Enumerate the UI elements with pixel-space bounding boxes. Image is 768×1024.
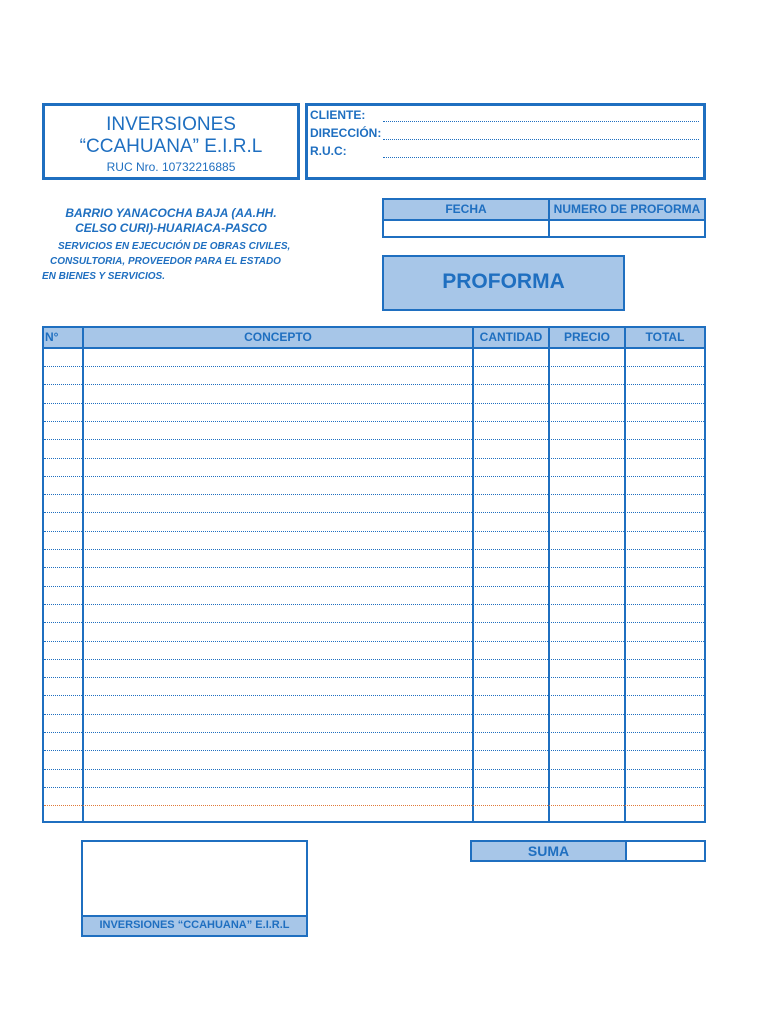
- client-box: [305, 103, 706, 180]
- table-row-line: [44, 750, 704, 751]
- signature-box: [81, 840, 308, 937]
- services-line3: EN BIENES Y SERVICIOS.: [42, 271, 166, 282]
- signature-label: INVERSIONES “CCAHUANA” E.I.R.L: [83, 915, 306, 935]
- date-number-header: [384, 200, 704, 221]
- table-row-line: [44, 695, 704, 696]
- company-ruc: RUC Nro. 10732216885: [106, 160, 236, 174]
- table-row-line: [44, 586, 704, 587]
- table-row-line: [44, 622, 704, 623]
- table-row-line: [44, 458, 704, 459]
- table-row-line: [44, 641, 704, 642]
- suma-label: SUMA: [472, 842, 627, 860]
- company-name-line2: “CCAHUANA” E.I.R.L: [79, 136, 263, 157]
- address-line1: BARRIO YANACOCHA BAJA (AA.HH.: [65, 206, 277, 220]
- table-row-line: [44, 659, 704, 660]
- table-row-line: [44, 787, 704, 788]
- table-row-line: [44, 677, 704, 678]
- table-row-line: [44, 567, 704, 568]
- col-total: TOTAL: [645, 330, 685, 344]
- client-field[interactable]: [383, 121, 699, 122]
- address-field[interactable]: [383, 139, 699, 140]
- ruc-label: R.U.C:: [310, 144, 347, 158]
- company-services: [42, 239, 310, 284]
- fecha-header: FECHA: [445, 202, 487, 216]
- services-line2: CONSULTORIA, PROVEEDOR PARA EL ESTADO: [50, 256, 281, 267]
- table-row-line: [44, 403, 704, 404]
- items-header: [44, 328, 704, 349]
- table-row-line: [44, 494, 704, 495]
- ruc-field[interactable]: [383, 157, 699, 158]
- table-row-line: [44, 549, 704, 550]
- table-row-line: [44, 531, 704, 532]
- date-number-divider: [548, 200, 550, 236]
- col-number: N°: [45, 330, 59, 344]
- col-quantity: CANTIDAD: [479, 330, 543, 344]
- table-row-line: [44, 476, 704, 477]
- numero-proforma-header: NUMERO DE PROFORMA: [553, 202, 701, 216]
- table-row-line: [44, 366, 704, 367]
- table-row-line: [44, 805, 704, 806]
- table-row-line: [44, 604, 704, 605]
- company-name-line1: INVERSIONES: [106, 114, 236, 135]
- table-row-line: [44, 439, 704, 440]
- col-price: PRECIO: [563, 330, 610, 344]
- address-line2: CELSO CURI)-HUARIACA-PASCO: [75, 221, 267, 235]
- table-row-line: [44, 714, 704, 715]
- company-box: [42, 103, 300, 180]
- services-line1: SERVICIOS EN EJECUCIÓN DE OBRAS CIVILES,: [58, 241, 291, 252]
- table-row-line: [44, 512, 704, 513]
- date-number-body: [384, 221, 704, 236]
- company-address: [42, 206, 300, 236]
- client-label: CLIENTE:: [310, 108, 366, 122]
- table-row-line: [44, 421, 704, 422]
- date-number-table: [382, 198, 706, 238]
- table-row-line: [44, 384, 704, 385]
- document-title: PROFORMA: [382, 255, 625, 311]
- table-row-line: [44, 732, 704, 733]
- fecha-field[interactable]: [384, 221, 548, 236]
- table-row-line: [44, 769, 704, 770]
- numero-proforma-field[interactable]: [550, 221, 704, 236]
- address-label: DIRECCIÓN:: [310, 126, 382, 140]
- suma-box: [470, 840, 706, 862]
- items-table: [42, 326, 706, 823]
- col-concept: CONCEPTO: [244, 330, 312, 344]
